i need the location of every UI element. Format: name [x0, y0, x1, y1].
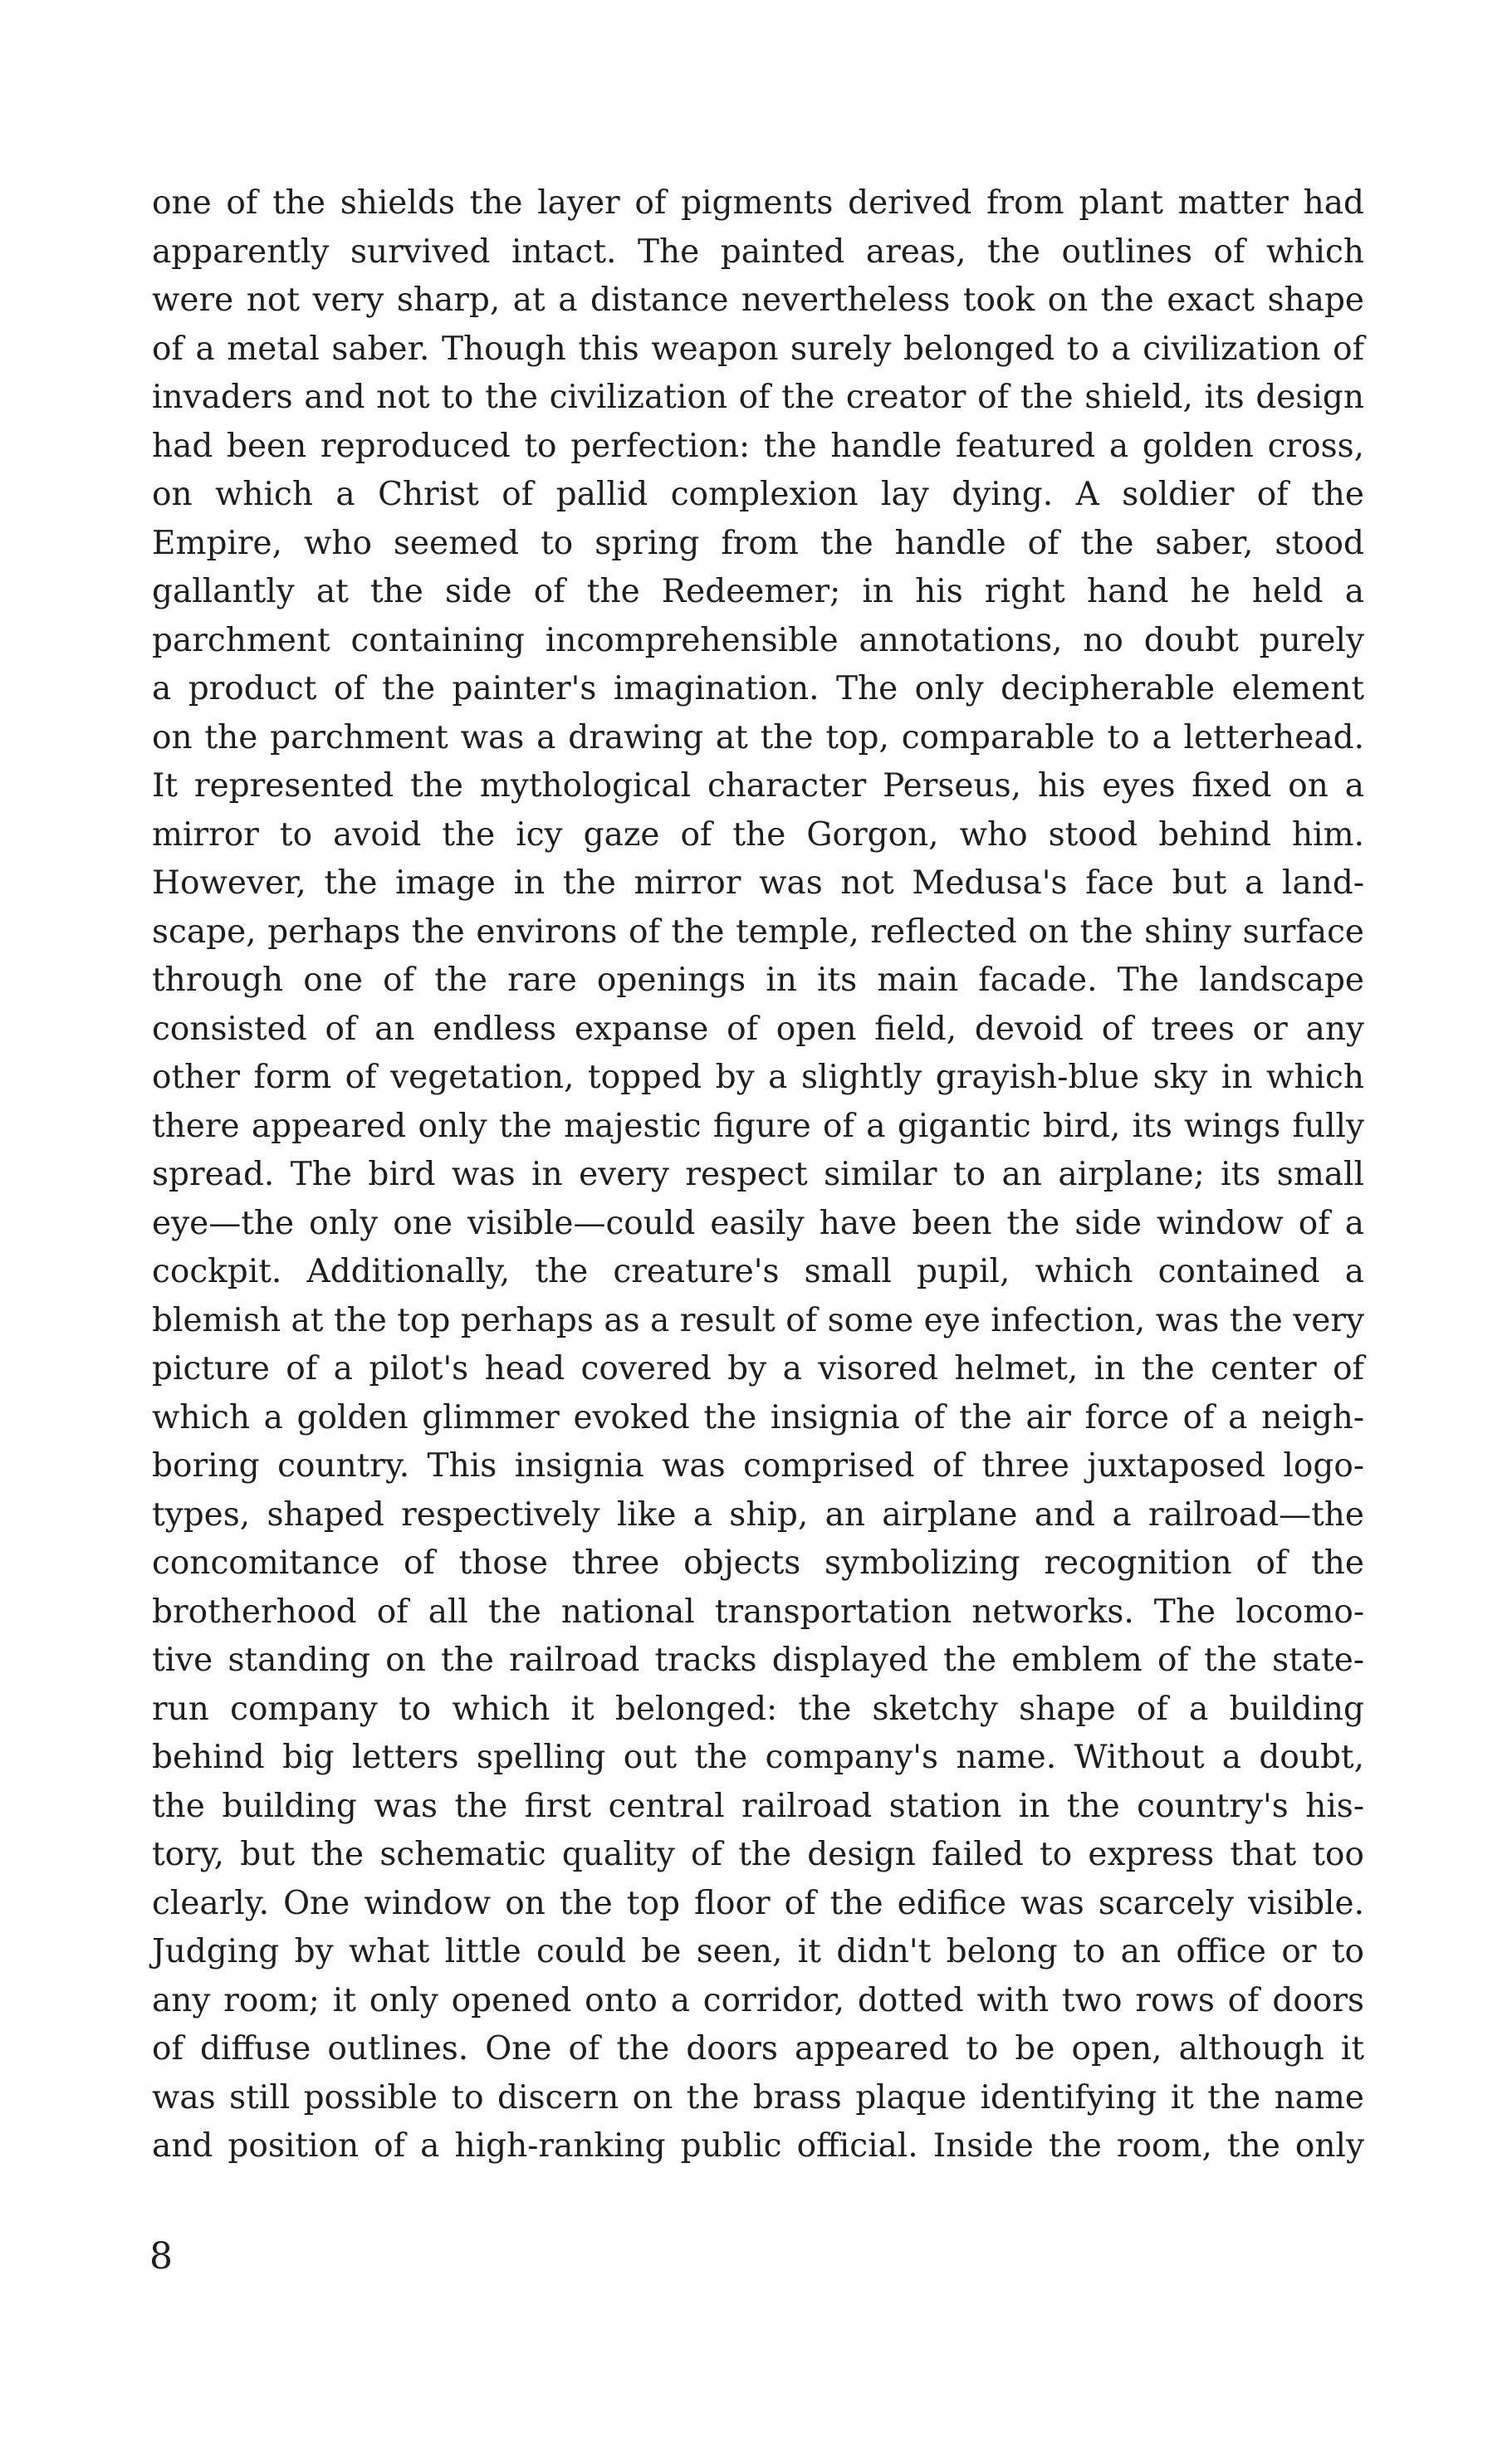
text-line: a product of the painter's imagination. The only decipherable element: [152, 670, 1364, 707]
text-line: behind big letters spelling out the company's name. Without a doubt,: [152, 1739, 1364, 1776]
text-line: picture of a pilot's head covered by a visored helmet, in the center of: [152, 1350, 1364, 1387]
text-line: clearly. One window on the top floor of the edifice was scarcely visible.: [152, 1884, 1364, 1922]
text-line: was still possible to discern on the brass plaque identifying it the name: [152, 2078, 1364, 2117]
text-line: Judging by what little could be seen, it didn't belong to an office or to: [152, 1933, 1364, 1970]
text-line: spread. The bird was in every respect similar to an airplane; its small: [152, 1156, 1364, 1193]
text-line: and position of a high-ranking public official. Inside the room, the only: [152, 2127, 1364, 2165]
text-line: through one of the rare openings in its main facade. The landscape: [152, 962, 1364, 999]
text-line: had been reproduced to perfection: the handle featured a golden cross,: [152, 427, 1364, 465]
text-line: blemish at the top perhaps as a result of some eye infection, was the very: [152, 1301, 1364, 1339]
text-line: types, shaped respectively like a ship, an airplane and a railroad—the: [152, 1495, 1364, 1534]
text-line: on which a Christ of pallid complexion lay dying. A soldier of the: [152, 476, 1364, 513]
text-line: were not very sharp, at a distance nevertheless took on the exact shape: [152, 281, 1364, 319]
text-line: brotherhood of all the national transportation networks. The locomo-: [152, 1593, 1364, 1631]
text-line: other form of vegetation, topped by a slightly grayish-blue sky in which: [152, 1059, 1364, 1096]
body-text: [152, 179, 1364, 2171]
text-line: the building was the first central railroad station in the country's his-: [152, 1787, 1364, 1825]
text-line: consisted of an endless expanse of open field, devoid of trees or any: [152, 1010, 1364, 1048]
page-number: 8: [149, 2235, 173, 2278]
text-line: tive standing on the railroad tracks displayed the emblem of the state-: [152, 1642, 1364, 1679]
text-line: there appeared only the majestic figure of a gigantic bird, its wings fully: [152, 1107, 1364, 1145]
text-line: one of the shields the layer of pigments derived from plant matter had: [152, 184, 1364, 222]
text-line: boring country. This insignia was comprised of three juxtaposed logo-: [152, 1447, 1364, 1485]
text-line: concomitance of those three objects symbolizing recognition of the: [152, 1544, 1364, 1582]
text-line: on the parchment was a drawing at the top, comparable to a letterhead.: [152, 718, 1364, 756]
text-line: invaders and not to the civilization of the creator of the shield, its design: [152, 379, 1364, 416]
text-line: mirror to avoid the icy gaze of the Gorgon, who stood behind him.: [152, 815, 1364, 854]
text-line: gallantly at the side of the Redeemer; in his right hand he held a: [152, 573, 1364, 610]
text-line: scape, perhaps the environs of the temple, reflected on the shiny surface: [152, 913, 1364, 951]
text-line: which a golden glimmer evoked the insignia of the air force of a neigh-: [152, 1398, 1364, 1436]
text-line: It represented the mythological character Perseus, his eyes fixed on a: [152, 767, 1364, 805]
text-line: tory, but the schematic quality of the design failed to express that too: [152, 1836, 1364, 1873]
text-line: apparently survived intact. The painted areas, the outlines of which: [152, 232, 1364, 271]
text-line: cockpit. Additionally, the creature's small pupil, which contained a: [152, 1253, 1364, 1290]
text-line: any room; it only opened onto a corridor, dotted with two rows of doors: [152, 1981, 1364, 2019]
text-line: Empire, who seemed to spring from the handle of the saber, stood: [152, 524, 1364, 562]
text-line: of a metal saber. Though this weapon surely belonged to a civilization of: [152, 330, 1364, 368]
text-line: However, the image in the mirror was not Medusa's face but a land-: [152, 864, 1364, 902]
text-line: eye—the only one visible—could easily have been the side window of a: [152, 1204, 1364, 1242]
text-line: of diffuse outlines. One of the doors appeared to be open, although it: [152, 2030, 1364, 2068]
text-line: run company to which it belonged: the sketchy shape of a building: [152, 1690, 1364, 1728]
text-line: parchment containing incomprehensible annotations, no doubt purely: [152, 621, 1364, 659]
